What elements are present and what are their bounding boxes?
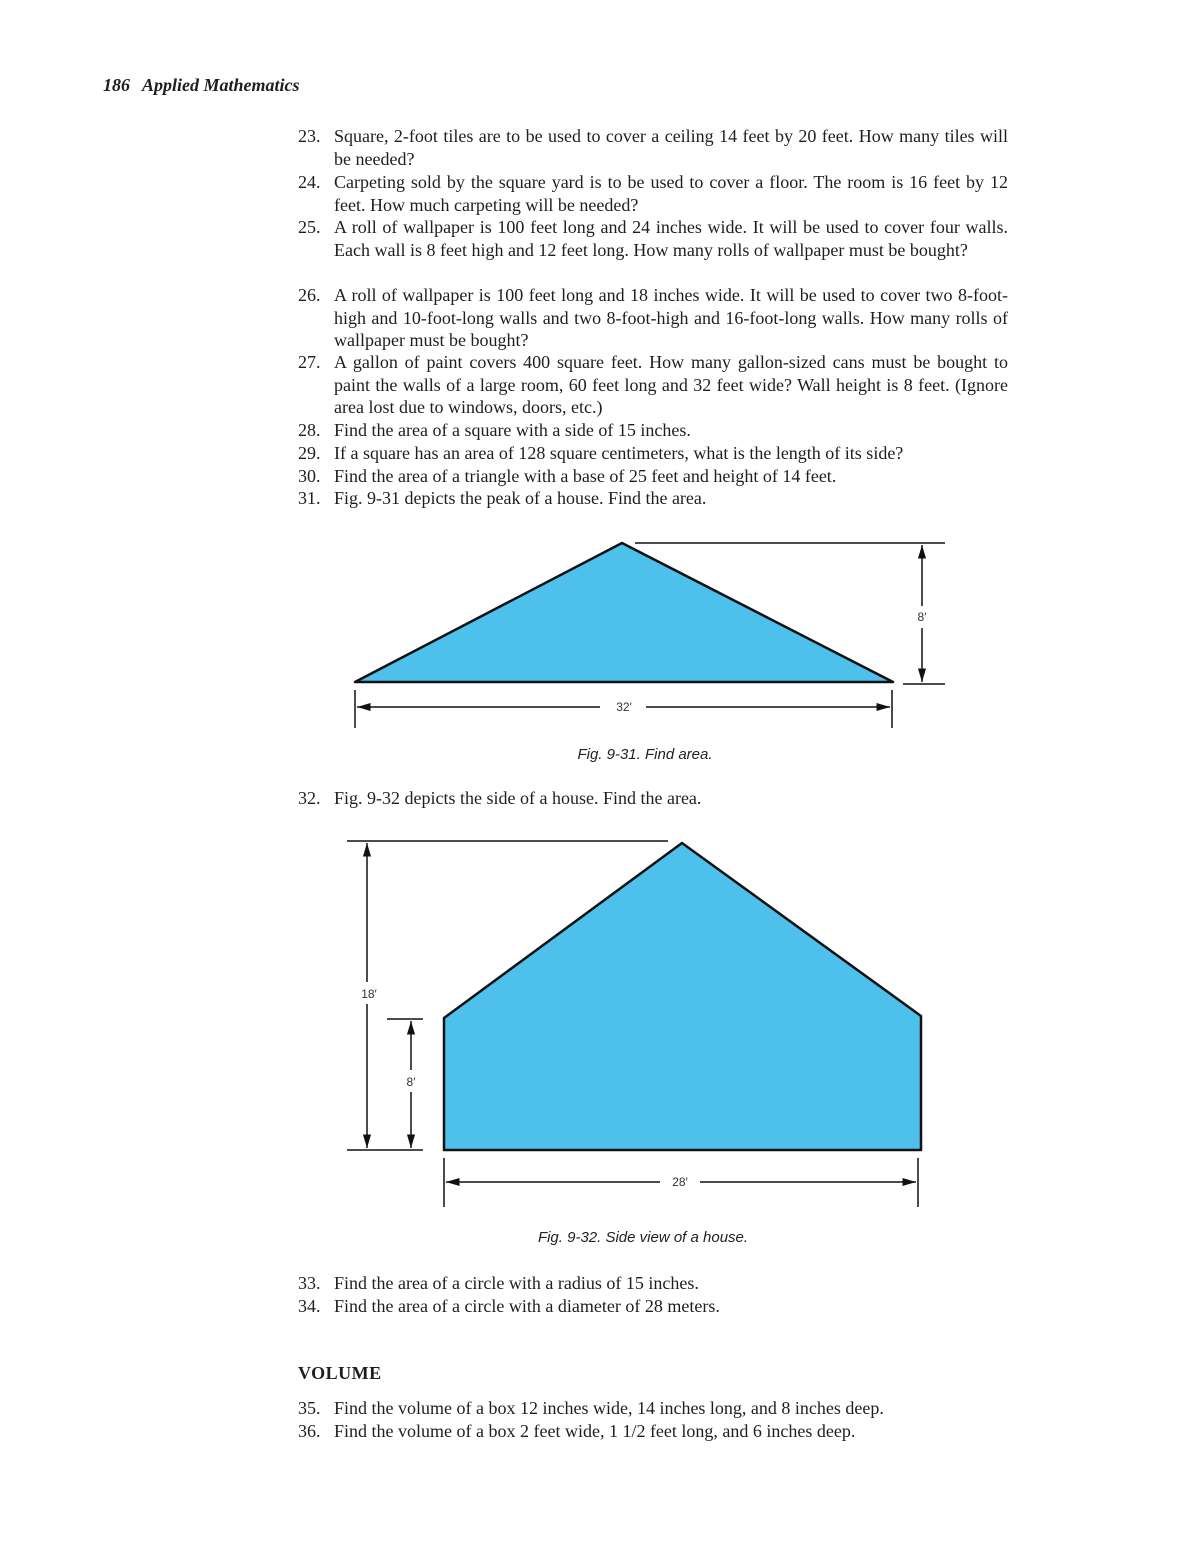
- problem-number: 32.: [298, 788, 321, 808]
- problem-32: [298, 787, 1008, 810]
- height-label: 8′: [917, 610, 927, 624]
- problem-text: Find the area of a circle with a diameter of 28 meters.: [334, 1296, 720, 1316]
- problem-number: 31.: [298, 488, 321, 508]
- problem-33: [298, 1272, 1008, 1295]
- problem-number: 24.: [298, 172, 321, 192]
- problem-number: 36.: [298, 1421, 321, 1441]
- problem-text: Fig. 9-31 depicts the peak of a house. Find the area.: [334, 488, 707, 508]
- problem-34: [298, 1295, 1008, 1318]
- section-heading-volume: VOLUME: [298, 1363, 382, 1383]
- problem-number: 33.: [298, 1273, 321, 1293]
- base-label: 32′: [616, 700, 632, 714]
- problem-text: A roll of wallpaper is 100 feet long and 18 inches wide. It will be used to cover two 8-foot-high and 10-foot-long walls and two 8-foot-high and 16-foot-long walls. How many rolls of wallpaper must be bought?: [334, 285, 1008, 351]
- problem-number: 35.: [298, 1398, 321, 1418]
- problem-text: If a square has an area of 128 square centimeters, what is the length of its side?: [334, 443, 904, 463]
- problem-text: Fig. 9-32 depicts the side of a house. Find the area.: [334, 788, 702, 808]
- figure-9-32: [347, 841, 921, 1246]
- page-number: 186: [103, 75, 130, 95]
- problem-36: [298, 1420, 1008, 1443]
- problem-number: 26.: [298, 285, 321, 305]
- problem-text: Carpeting sold by the square yard is to be used to cover a floor. The room is 16 feet by 12 feet. How much carpeting will be needed?: [334, 172, 1008, 215]
- problem-text: Find the area of a triangle with a base of 25 feet and height of 14 feet.: [334, 466, 837, 486]
- problem-number: 28.: [298, 420, 321, 440]
- triangle-peak-shape: [355, 543, 893, 682]
- figure-caption: Fig. 9-32. Side view of a house.: [537, 1229, 749, 1246]
- problem-number: 30.: [298, 466, 321, 486]
- figure-caption: Fig. 9-31. Find area.: [577, 746, 713, 763]
- problem-text: A gallon of paint covers 400 square feet. How many gallon-sized cans must be bought to paint the walls of a large room, 60 feet long and 32 feet wide? Wall height is 8 feet. (Ignore area lost due to windows, doors, etc.): [334, 352, 1008, 418]
- problem-35: [298, 1397, 1008, 1420]
- problem-number: 27.: [298, 352, 321, 372]
- problem-text: A roll of wallpaper is 100 feet long and 24 inches wide. It will be used to cover four walls. Each wall is 8 feet high and 12 feet long. How many rolls of wallpaper must be bought?: [334, 217, 1008, 260]
- problem-text: Square, 2-foot tiles are to be used to cover a ceiling 14 feet by 20 feet. How many tiles will be needed?: [334, 126, 1008, 169]
- problem-number: 34.: [298, 1296, 321, 1316]
- problem-text: Find the area of a circle with a radius of 15 inches.: [334, 1273, 699, 1293]
- problem-text: Find the volume of a box 2 feet wide, 1 1/2 feet long, and 6 inches deep.: [334, 1421, 856, 1441]
- problem-text: Find the volume of a box 12 inches wide, 14 inches long, and 8 inches deep.: [334, 1398, 884, 1418]
- problem-number: 29.: [298, 443, 321, 463]
- book-title: Applied Mathematics: [142, 75, 300, 95]
- figure-9-31: [355, 543, 945, 763]
- wall-height-label: 8′: [406, 1075, 416, 1089]
- width-label: 28′: [672, 1175, 688, 1189]
- total-height-label: 18′: [361, 987, 377, 1001]
- problem-number: 23.: [298, 126, 321, 146]
- problem-text: Find the area of a square with a side of 15 inches.: [334, 420, 691, 440]
- house-side-shape: [444, 843, 921, 1150]
- problem-number: 25.: [298, 217, 321, 237]
